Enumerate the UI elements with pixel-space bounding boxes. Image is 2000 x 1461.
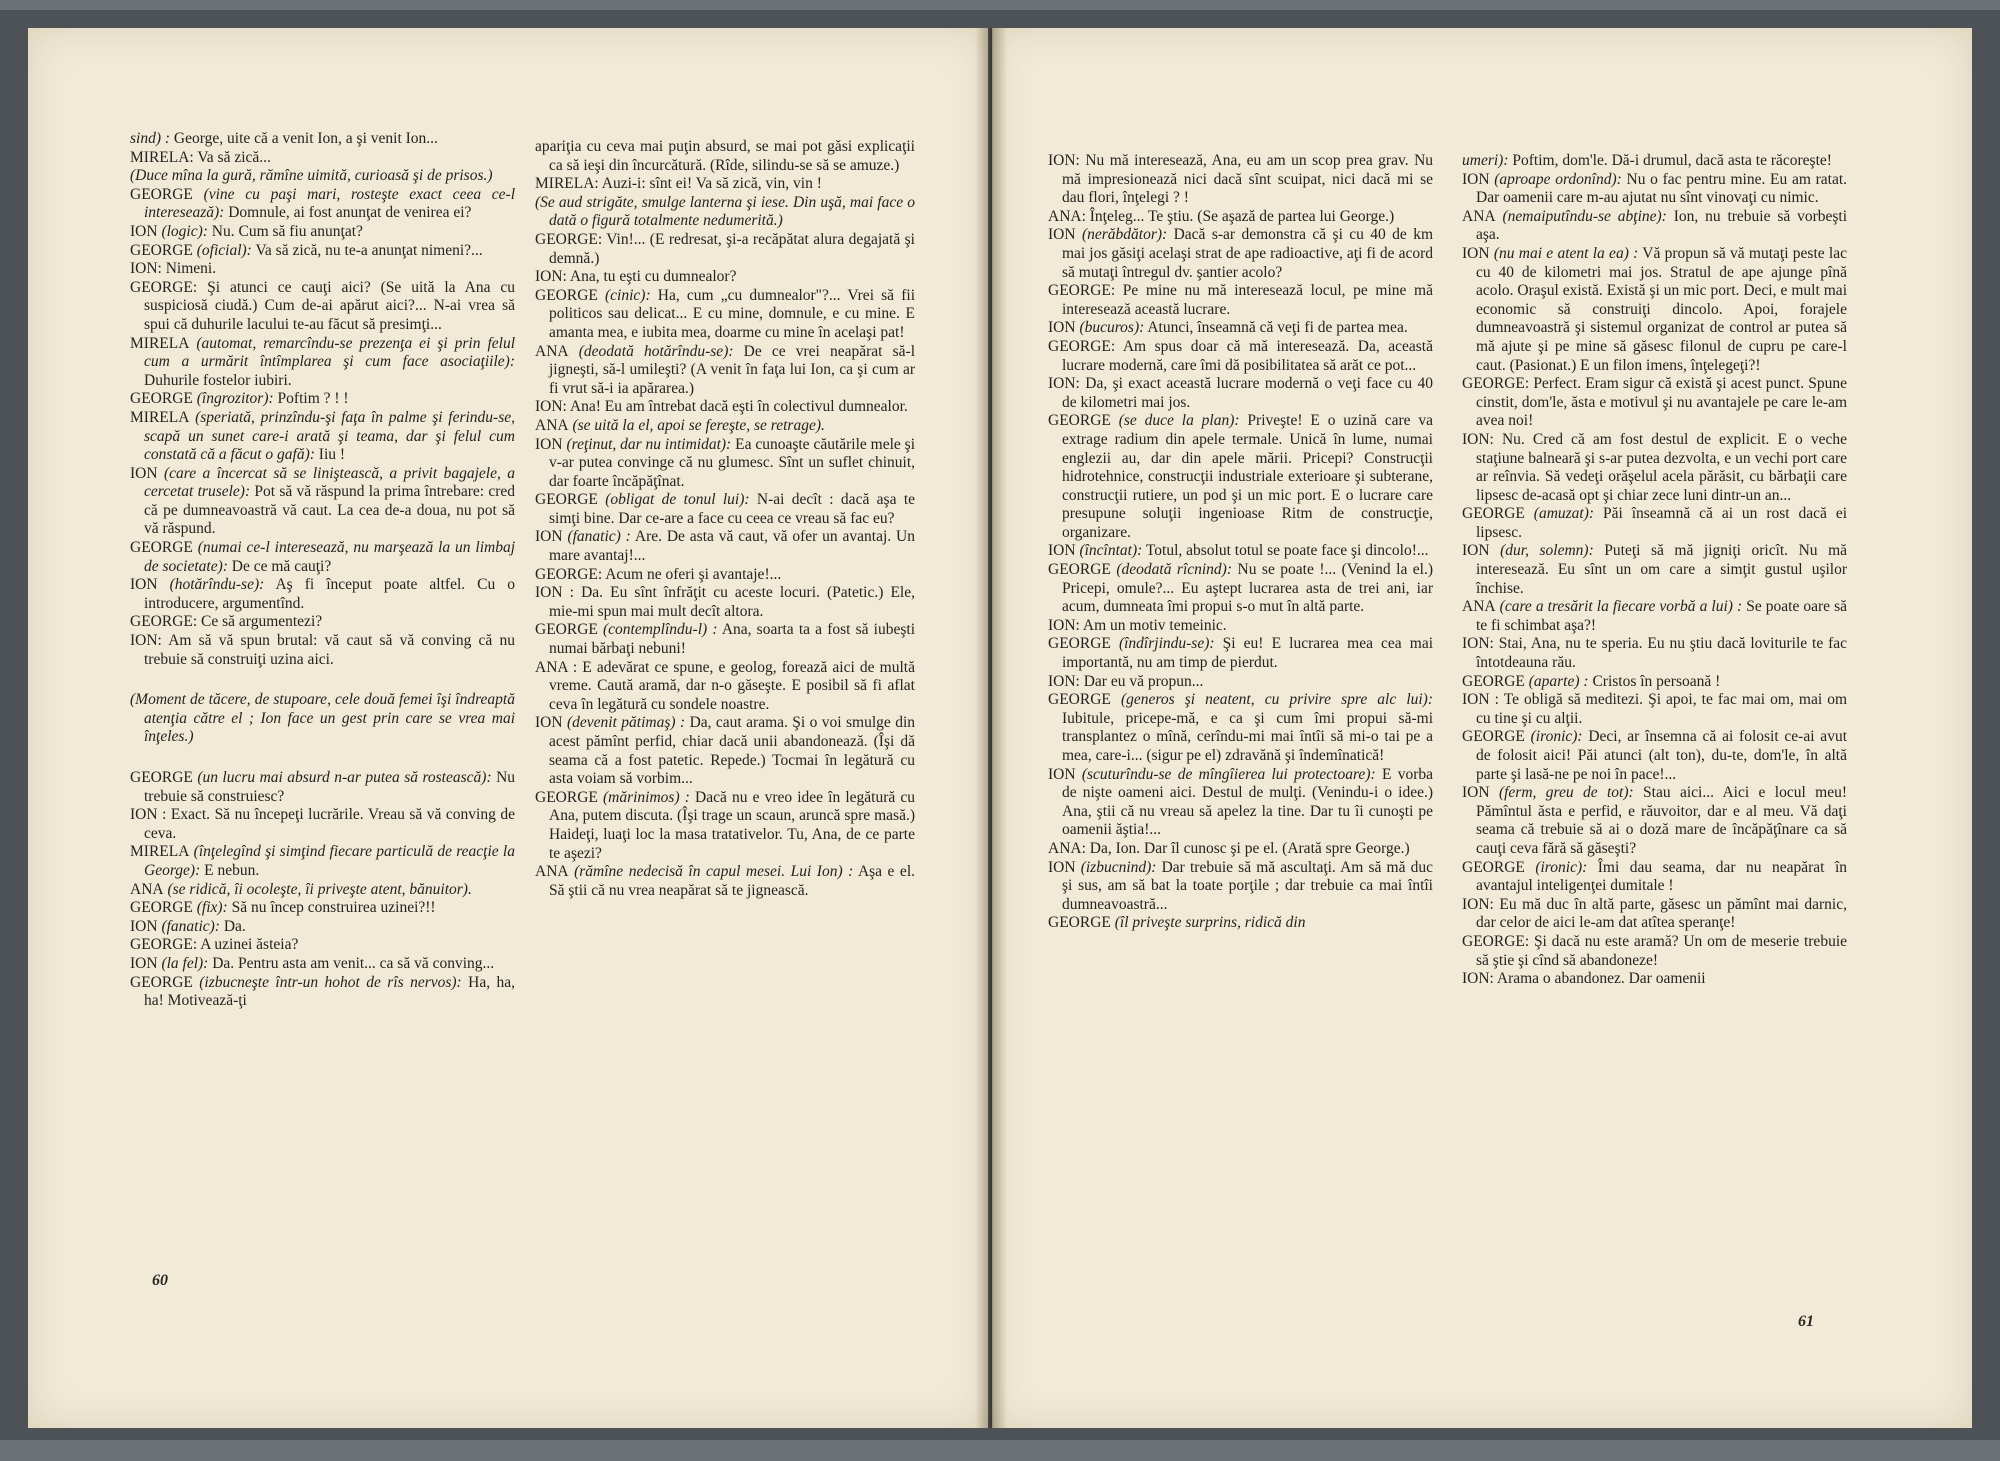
- line-direction: (bucuros):: [1079, 319, 1145, 337]
- speaker-name: GEORGE: [1048, 412, 1111, 430]
- dialogue-line: [1462, 859, 1847, 896]
- line-text: Stai, Ana, nu te speria. Eu nu ştiu dacă loviturile te fac întotdeauna rău.: [1476, 635, 1847, 672]
- line-text: Dar trebuie să mă ascultaţi. Am să mă duc şi sus, am să bat la toate porţile ; dar trebuie ca mai întîi dumneavoastră...: [1062, 858, 1433, 913]
- speaker-name: GEORGE: [1462, 672, 1525, 690]
- speaker-name: ION:: [1048, 375, 1080, 393]
- line-text: Da, Ion. Dar îl cunosc şi pe el. (Arată spre George.): [1089, 839, 1410, 857]
- line-direction: (rămîne nedecisă în capul mesei. Lui Ion) :: [574, 863, 854, 881]
- speaker-name: ION:: [1462, 635, 1494, 653]
- dialogue-line: [1048, 338, 1433, 375]
- line-text: Dacă s-ar demonstra că şi cu 40 de km mai jos găsiţi acelaşi strat de ape radioactive, aţi fi de acord să mutaţi întregul dv. şantier acolo?: [1062, 226, 1434, 281]
- right-page-column-2: [1462, 152, 1847, 989]
- line-text: Va să zică, nu te-a anunţat nimeni?...: [255, 241, 483, 259]
- speaker-name: ANA:: [1048, 207, 1086, 225]
- line-text: Da. Pentru asta am venit... ca să vă conving...: [212, 954, 495, 972]
- stage-direction: (Se aud strigăte, smulge lanterna şi iese. Din uşă, mai face o dată o figură totalmente nedumerită.): [535, 193, 915, 230]
- line-direction: (ironic):: [1530, 728, 1583, 746]
- line-direction: (oficial):: [196, 241, 252, 259]
- line-direction: (numai ce-l interesează, nu marşează la un limbaj de societate):: [144, 539, 516, 575]
- left-page-column-1: [130, 130, 515, 1011]
- dialogue-line: [535, 287, 915, 343]
- line-direction: (izbucnind):: [1080, 858, 1157, 876]
- speaker-name: GEORGE: [1048, 691, 1111, 709]
- dialogue-line: [130, 279, 515, 335]
- line-text: Şi eu! E lucrarea mea cea mai importantă, nu am timp de pierdut.: [1062, 635, 1434, 672]
- book-gutter: [975, 28, 1007, 1428]
- line-text: Ana, soarta ta a fost să iubeşti numai bărbaţi nebuni!: [549, 621, 916, 658]
- line-direction: (generos şi neatent, cu privire spre alc lui):: [1120, 691, 1434, 709]
- line-text: A uzinei ăsteia?: [200, 936, 299, 954]
- dialogue-line: [1462, 505, 1847, 542]
- dialogue-line: [1462, 784, 1847, 858]
- speaker-name: ION: [130, 954, 158, 972]
- line-direction: (dur, solemn):: [1500, 542, 1594, 560]
- line-text: Dar eu vă propun...: [1083, 672, 1204, 690]
- dialogue-line: [1048, 319, 1433, 338]
- dialogue-line: [1462, 635, 1847, 672]
- line-text: E vorba de nişte oameni aici. Destul de mulţi. (Venindu-i o idee.) Ana, ştii că nu vreau să apelez la tine. Dar tu îi cunoşti pe oamenii ăştia!...: [1062, 765, 1433, 839]
- line-text: Auzi-i: sînt ei! Va să zică, vin, vin !: [601, 175, 822, 193]
- line-text: Ha, ha, ha! Motivează-ţi: [144, 973, 515, 1010]
- left-page-column-2: [535, 138, 915, 900]
- dialogue-line: [1048, 226, 1433, 282]
- speaker-name: ION: [130, 576, 158, 594]
- speaker-name: GEORGE:: [130, 936, 198, 954]
- line-text: Ce să argumentezi?: [201, 613, 323, 631]
- dialogue-line: [1048, 208, 1433, 227]
- speaker-name: GEORGE: [535, 286, 598, 304]
- line-text: Nu. Cred că am fost destul de explicit. E o veche staţiune balneară şi s-ar putea dezvolta, e un vechi port care ar reînvia. Să vedeţi orăşelul acela părăsit, cu bărbaţii care lipsesc de-acasă opt şi chiar zece luni dintr-un an...: [1476, 430, 1848, 504]
- line-text: Da, şi exact această lucrare modernă o veţi face cu 40 de kilometri mai jos.: [1062, 375, 1434, 411]
- line-text: Acum ne oferi şi avantaje!...: [605, 565, 782, 583]
- dialogue-line: [130, 843, 515, 880]
- dialogue-line: [535, 491, 915, 528]
- line-text: Ana, tu eşti cu dumnealor?: [569, 268, 737, 286]
- line-text: Atunci, înseamnă că veţi fi de partea mea.: [1147, 319, 1408, 337]
- dialogue-line: [130, 632, 515, 669]
- line-direction: (izbucneşte într-un hohot de rîs nervos):: [199, 973, 462, 991]
- speaker-name: ION:: [130, 260, 162, 278]
- speaker-name: ION: [535, 528, 563, 546]
- dialogue-line: [535, 138, 915, 175]
- dialogue-line: [130, 881, 515, 900]
- dialogue-line: [1048, 282, 1433, 319]
- line-direction: (devenit pătimaş) :: [566, 714, 686, 732]
- line-text: Da.: [223, 917, 246, 935]
- dialogue-line: [535, 863, 915, 900]
- right-page-column-1: [1048, 152, 1433, 933]
- speaker-name: ION:: [1462, 430, 1494, 448]
- dialogue-line: [535, 659, 915, 715]
- line-text: Pot să vă răspund la prima întrebare: cred că pe dumneavoastră vă caut. La cea de-a doua, nu pot să vă răspund.: [144, 483, 515, 538]
- speaker-name: ANA: [1462, 207, 1496, 225]
- line-text: Puteţi să mă jigniţi oricît. Nu mă interesează. Eu sînt un om care a simţit gustul uşilor închise.: [1476, 542, 1848, 597]
- line-text: Domnule, ai fost anunţat de venirea ei?: [228, 204, 472, 222]
- line-direction: (un lucru mai absurd n-ar putea să rostească):: [197, 769, 492, 786]
- line-text: Nimeni.: [165, 260, 217, 278]
- line-text: Totul, absolut totul se poate face şi dincolo!...: [1145, 542, 1429, 560]
- line-direction: (ferm, greu de tot):: [1498, 784, 1634, 802]
- dialogue-line: [130, 936, 515, 955]
- speaker-name: ION:: [130, 632, 162, 650]
- line-text: Va să zică...: [197, 148, 271, 166]
- dialogue-line: [1462, 691, 1847, 728]
- speaker-name: ION:: [1462, 970, 1494, 988]
- speaker-name: ION:: [1048, 616, 1080, 634]
- dialogue-line: [1462, 970, 1847, 989]
- speaker-name: ION: [1048, 858, 1076, 876]
- dialogue-line: [1462, 245, 1847, 375]
- line-direction: (speriată, prinzîndu-şi faţa în palme şi ferindu-se, scapă un sunet care-i arată şi teama, dar şi felul cum constată că a făcut o gafă):: [144, 408, 515, 464]
- line-direction: (se ridică, îi ocoleşte, îi priveşte atent, bănuitor).: [167, 880, 472, 898]
- stage-direction: (Duce mîna la gură, rămîne uimită, curioasă şi de prisos.): [130, 167, 493, 185]
- dialogue-line: [535, 566, 915, 585]
- speaker-name: MIRELA: [130, 843, 190, 861]
- speaker-name: ION: [1462, 170, 1490, 188]
- line-text: N-ai decît : dacă aşa te simţi bine. Dar ce-are a face cu ceea ce vreau să fac eu?: [549, 491, 916, 527]
- line-text: Deci, ar însemna că ai folosit ce-ai avut de folosit aici! Păi atunci (alt ton), du-te, dom'le, în altă parte şi lasă-ne pe noi în pace!...: [1476, 728, 1847, 783]
- stage-direction: (Moment de tăcere, de stupoare, cele două femei îşi îndreaptă atenţia către el ; Ion face un gest prin care se vrea mai înţeles.): [130, 691, 515, 746]
- line-direction: (nu mai e atent la ea) :: [1493, 244, 1639, 262]
- line-direction: (logic):: [161, 222, 208, 240]
- speaker-name: GEORGE: [130, 185, 193, 203]
- dialogue-line: [535, 398, 915, 417]
- speaker-name: GEORGE:: [535, 565, 603, 583]
- line-direction: sind) :: [130, 130, 171, 147]
- dialogue-line: [535, 584, 915, 621]
- speaker-name: GEORGE: [130, 539, 193, 557]
- speaker-name: GEORGE: [535, 621, 598, 639]
- dialogue-line: [535, 714, 915, 788]
- dialogue-line: [130, 409, 515, 465]
- dialogue-line: [130, 223, 515, 242]
- speaker-name: GEORGE: [1462, 858, 1525, 876]
- line-direction: (la fel):: [161, 954, 209, 972]
- line-direction: (se uită la el, apoi se fereşte, se retrage).: [572, 416, 825, 434]
- line-text: Am un motiv temeinic.: [1082, 616, 1227, 634]
- dialogue-line: [1048, 635, 1433, 672]
- dialogue-line: [130, 899, 515, 918]
- dialogue-line: [535, 436, 915, 492]
- speaker-name: GEORGE:: [1048, 282, 1116, 300]
- speaker-name: GEORGE:: [130, 278, 198, 296]
- speaker-name: MIRELA: [130, 408, 190, 426]
- line-text: Să nu încep construirea uzinei?!!: [231, 899, 436, 917]
- line-direction: (vine cu paşi mari, rosteşte exact ceea ce-l interesează):: [144, 185, 515, 222]
- dialogue-line: [130, 974, 515, 1011]
- speaker-name: ION: [1462, 542, 1490, 560]
- dialogue-line: [535, 175, 915, 194]
- dialogue-line: [130, 186, 515, 223]
- speaker-name: ION: [535, 435, 563, 453]
- dialogue-line: [130, 613, 515, 632]
- line-text: Nu. Cum să fiu anunţat?: [211, 222, 363, 240]
- speaker-name: GEORGE: [130, 390, 193, 408]
- speaker-name: ION: [1462, 784, 1490, 802]
- line-direction: (care a încercat să se liniştească, a privit bagajele, a cercetat truselе):: [144, 464, 515, 501]
- dialogue-line: [130, 390, 515, 409]
- dialogue-line: [1462, 933, 1847, 970]
- speaker-name: MIRELA:: [130, 148, 194, 166]
- line-text: Stau aici... Aici e locul meu! Pămîntul ăsta e perfid, e răuvoitor, dar e al meu. Vă daţi seama că trebuie să ai o doză mare de încăpăţînare ca să cauţi ceva fără să găseşti?: [1476, 784, 1847, 857]
- line-text: Nu o fac pentru mine. Eu am ratat. Dar oamenii care m-au ajutat nu sînt vinovaţi cu nimic.: [1476, 170, 1847, 207]
- speaker-name: ION: [1048, 765, 1076, 783]
- dialogue-line: [1462, 431, 1847, 505]
- dialogue-line: [1048, 691, 1433, 765]
- line-text: Ion, nu trebuie să vorbeşti aşa.: [1476, 207, 1848, 244]
- speaker-name: ION: [1048, 319, 1076, 337]
- line-direction: umeri):: [1462, 152, 1509, 169]
- speaker-name: ION: [535, 714, 563, 732]
- dialogue-line: [535, 417, 915, 436]
- line-text: apariţia cu ceva mai puţin absurd, se mai pot găsi explicaţii ca să ieşi din încurcătură. (Rîde, silindu-se să se amuze.): [535, 138, 915, 174]
- dialogue-line: [1048, 561, 1433, 617]
- line-direction: (fanatic) :: [567, 528, 631, 546]
- line-text: Poftim, dom'le. Dă-i drumul, dacă asta te răcoreşte!: [1512, 152, 1832, 169]
- line-direction: (care a tresărit la fiecare vorbă a lui) :: [1499, 598, 1743, 616]
- line-text: Vin!... (E redresat, şi-a recăpătat alura degajată şi demnă.): [549, 230, 915, 267]
- speaker-name: ANA: [535, 863, 569, 881]
- line-text: Pe mine nu mă interesează locul, pe mine mă interesează această lucrare.: [1062, 282, 1433, 318]
- line-direction: (deodată rîcnind):: [1116, 561, 1233, 579]
- speaker-name: ANA :: [535, 658, 578, 676]
- line-direction: (automat, remarcîndu-se prezenţa ei şi prin felul cum a urmărit întîmplarea şi cum face asociaţiile):: [144, 334, 515, 371]
- line-text: Ana! Eu am întrebat dacă eşti în colectivul dumnealor.: [569, 398, 908, 416]
- line-text: Se poate oare să te fi schimbat aşa?!: [1476, 598, 1848, 634]
- line-text: Şi dacă nu este aramă? Un om de meserie trebuie să ştie şi cînd să abandoneze!: [1476, 932, 1848, 969]
- line-text: Arama o abandonez. Dar oamenii: [1496, 970, 1706, 988]
- line-text: Nu se poate !... (Venind la el.) Pricepi, omule?... Eu aştept lucrarea asta de trei ani, iar acum, dumneata îmi propui s-o mut în altă parte.: [1062, 561, 1434, 616]
- line-text: Am să vă spun brutal: vă caut să vă conving că nu trebuie să construiţi uzina aici.: [144, 632, 515, 668]
- line-text: Dacă nu e vreo idee în legătură cu Ana, putem discuta. (Îşi trage un scaun, aruncă spre masă.) Haideţi, luaţi loc la masa tratativelor. Tu, Ana, de ce parte te aşezi?: [549, 788, 916, 862]
- dialogue-line: [1048, 152, 1433, 208]
- dialogue-line: [130, 242, 515, 261]
- page-number-left: 60: [152, 1272, 168, 1289]
- speaker-name: GEORGE: [1048, 635, 1111, 653]
- speaker-name: ION:: [535, 268, 567, 286]
- page-number-right: 61: [1798, 1313, 1814, 1330]
- line-text: Da. Eu sînt înfrăţit cu aceste locuri. (Patetic.) Ele, mie-mi spun mai mult decît altora.: [549, 584, 915, 620]
- line-direction: (reţinut, dar nu intimidat):: [566, 435, 732, 453]
- dialogue-line: [1048, 673, 1433, 692]
- dialogue-line: [535, 231, 915, 268]
- dialogue-line: [1462, 171, 1847, 208]
- line-text: De ce vrei neapărat să-l jigneşti, să-l umileşti? (A venit în faţa lui Ion, ca şi cum ar fi vrut să-i ia apărarea.): [549, 342, 916, 397]
- line-text: Perfect. Eram sigur că există şi acest punct. Spune cinstit, dom'le, ăsta e motivul şi nu avantajele pe care le-am avea noi!: [1476, 375, 1848, 430]
- dialogue-line: [1048, 766, 1433, 840]
- speaker-name: ION:: [1048, 152, 1080, 169]
- dialogue-line: [130, 539, 515, 576]
- speaker-name: GEORGE:: [535, 230, 603, 248]
- line-text: Vă propun să vă mutaţi peste lac cu 40 de kilometri mai jos. Stratul de ape ajunge pînă acolo. Oraşul există. Există şi un mic port. Deci, e mult mai economic să construiţi dincolo. Apoi, forajele dumneavoastră şi sistemul organizat de control ar putea să mă ajute şi pe mine să găsesc filonul de cupru pe care-l caut. (Pasionat.) E un filon imens, înţelegeţi?!: [1476, 244, 1847, 374]
- line-text: Iiu !: [318, 446, 346, 464]
- line-direction: (îndîrjindu-se):: [1118, 635, 1215, 653]
- speaker-name: ANA:: [1048, 839, 1086, 857]
- dialogue-line: [130, 149, 515, 168]
- speaker-name: ION: [1462, 244, 1490, 262]
- line-direction: (scuturîndu-se de mîngîierea lui protectoare):: [1081, 765, 1376, 783]
- speaker-name: ION :: [130, 806, 167, 824]
- dialogue-line: [535, 343, 915, 399]
- line-direction: (fanatic):: [161, 917, 220, 935]
- line-text: Eu mă duc în altă parte, găsesc un pămînt mai darnic, dar celor de aici le-am dat atîtea speranţe!: [1476, 895, 1847, 932]
- dialogue-line: [1462, 896, 1847, 933]
- line-text: Da, caut arama. Şi o voi smulge din acest pămînt perfid, chiar dacă unii abandonează. (Îşi dă seama că a fost patetic. Repede.) Tocmai în legătură cu asta voiam să vorbim...: [549, 714, 916, 788]
- line-text: Îmi dau seama, dar nu neapărat în avantajul inteligenţei dumitale !: [1476, 858, 1848, 895]
- line-text: Am spus doar că mă interesează. Da, această lucrare modernă, care îmi dă posibilitatea să arăt ce pot...: [1062, 337, 1433, 374]
- line-text: De ce mă cauţi?: [231, 557, 332, 575]
- speaker-name: ION: [130, 464, 158, 482]
- line-direction: (înţelegînd şi simţind fiecare particulă de reacţie la George):: [144, 843, 515, 879]
- speaker-name: GEORGE: [130, 973, 193, 991]
- dialogue-line: [130, 130, 515, 149]
- line-text: Poftim ? ! !: [277, 390, 349, 408]
- line-direction: (deodată hotărîndu-se):: [578, 342, 734, 360]
- dialogue-line: [1048, 859, 1433, 915]
- line-text: Are. De asta vă caut, vă ofer un avantaj. Un mare avantaj!...: [549, 528, 915, 565]
- speaker-name: ANA: [535, 342, 569, 360]
- dialogue-line: [535, 789, 915, 863]
- line-direction: (nerăbdător):: [1081, 226, 1168, 244]
- dialogue-line: [535, 268, 915, 287]
- line-text: Aşa e el. Să ştii că nu vrea neapărat să te jignească.: [549, 863, 915, 899]
- dialogue-line: [535, 528, 915, 565]
- dialogue-line: [1462, 375, 1847, 431]
- line-direction: (îl priveşte surprins, ridică din: [1114, 914, 1306, 932]
- line-text: Înţeleg... Te ştiu. (Se aşază de partea lui George.): [1089, 207, 1395, 225]
- speaker-name: ION:: [1048, 672, 1080, 690]
- dialogue-line: [130, 335, 515, 391]
- line-direction: (se duce la plan):: [1118, 412, 1240, 430]
- speaker-name: GEORGE:: [1462, 375, 1530, 393]
- dialogue-line: [130, 260, 515, 279]
- line-text: Ha, cum „cu dumnealor"?... Vrei să fii politicos sau delicat... E cu mine, domnule, e cu mine. E amanta mea, e iubita mea, doarme cu mine în acelaşi pat!: [549, 286, 915, 341]
- speaker-name: ION: [1048, 542, 1076, 560]
- speaker-name: GEORGE: [130, 241, 193, 259]
- dialogue-line: [1048, 412, 1433, 542]
- book-spread: [0, 10, 2000, 1440]
- line-text: Duhurile fostelor iubiri.: [144, 371, 292, 389]
- speaker-name: GEORGE:: [130, 613, 198, 631]
- line-direction: (hotărîndu-se):: [169, 576, 265, 594]
- speaker-name: ANA: [1462, 598, 1496, 616]
- dialogue-line: [1462, 152, 1847, 171]
- dialogue-line: [130, 955, 515, 974]
- speaker-name: GEORGE: [535, 491, 598, 509]
- line-text: Nu trebuie să construiesc?: [144, 769, 516, 805]
- dialogue-line: [1048, 375, 1433, 412]
- dialogue-line: [130, 918, 515, 937]
- dialogue-line: [535, 621, 915, 658]
- dialogue-line: [1048, 542, 1433, 561]
- dialogue-line: [1048, 914, 1433, 933]
- speaker-name: GEORGE: [1462, 728, 1525, 746]
- line-direction: (amuzat):: [1533, 505, 1595, 523]
- line-text: George, uite că a venit Ion, a şi venit Ion...: [173, 130, 438, 147]
- line-text: E adevărat ce spune, e geolog, forează aici de multă vreme. Caută aramă, dar n-o găseşte. E posibil să fi aflat ceva în legătură cu sondele noastre.: [549, 658, 915, 713]
- speaker-name: GEORGE: [1462, 505, 1525, 523]
- line-text: Şi atunci ce cauţi aici? (Se uită la Ana cu suspiciosă ciudă.) Cum de-ai apărut aici?... N-ai vrea să spui că duhurile lacului te-au făcut să presimţi...: [144, 278, 515, 333]
- line-text: Ea cunoaşte căutările mele şi v-ar putea convinge că nu glumesc. Sînt un suflet chinuit, dar foarte încăpăţînat.: [549, 435, 916, 490]
- speaker-name: ION: [130, 222, 158, 240]
- speaker-name: GEORGE: [1048, 561, 1111, 579]
- line-direction: (îngrozitor):: [196, 390, 274, 408]
- line-direction: (contemplîndu-l) :: [603, 621, 718, 639]
- dialogue-line: [130, 806, 515, 843]
- speaker-name: GEORGE: [535, 788, 598, 806]
- line-text: Păi înseamnă că ai un rost dacă ei lipsesc.: [1476, 505, 1847, 541]
- line-direction: (mărinimos) :: [602, 788, 690, 806]
- line-text: Priveşte! E o uzină care va extrage radium din apele termale. Unică în lume, numai englezii au, dar din apele mării. Pricepi? Construcţii hidrotehnice, construcţii industriale exterioare şi subterane, construcţii rutiere, un pod şi un mic port. E o lucrare care presupune soluţii ingenioase Ritm de construcţie, organizare.: [1062, 412, 1434, 541]
- line-direction: (aproape ordonînd):: [1494, 170, 1622, 188]
- speaker-name: ION:: [1462, 895, 1494, 913]
- line-text: Cristos în persoană !: [1592, 672, 1721, 690]
- line-text: Te obligă să meditezi. Şi apoi, te fac mai om, mai om cu tine şi cu alţii.: [1476, 691, 1847, 727]
- line-direction: (aparte) :: [1528, 672, 1589, 690]
- speaker-name: ION: [1048, 226, 1076, 244]
- speaker-name: MIRELA:: [535, 175, 599, 193]
- speaker-name: GEORGE:: [1048, 337, 1116, 355]
- dialogue-line: [1048, 617, 1433, 636]
- dialogue-line: [1048, 840, 1433, 859]
- line-direction: (nemaiputîndu-se abţine):: [1502, 207, 1667, 225]
- speaker-name: GEORGE: [130, 899, 193, 917]
- dialogue-line: [1462, 673, 1847, 692]
- speaker-name: ION :: [535, 584, 574, 602]
- speaker-name: ION :: [1462, 691, 1499, 709]
- line-text: E nebun.: [204, 861, 260, 879]
- line-direction: (fix):: [196, 899, 228, 917]
- dialogue-line: [1462, 598, 1847, 635]
- line-text: Nu mă interesează, Ana, eu am un scop prea grav. Nu mă impresionează nici dacă sînt scuipat, nici dacă mi se dau flori, înţelegi ? !: [1062, 152, 1434, 207]
- speaker-name: GEORGE: [1048, 914, 1111, 932]
- line-text: Aş fi început poate altfel. Cu o introducere, argumentînd.: [144, 576, 516, 612]
- line-text: Exact. Să nu începeţi lucrările. Vreau să vă conving de ceva.: [144, 806, 516, 842]
- dialogue-line: [1462, 208, 1847, 245]
- speaker-name: MIRELA: [130, 334, 190, 352]
- dialogue-line: [1462, 728, 1847, 784]
- line-direction: (cinic):: [605, 286, 651, 304]
- speaker-name: GEORGE:: [1462, 932, 1530, 950]
- speaker-name: ANA: [535, 416, 569, 434]
- dialogue-line: [130, 465, 515, 539]
- speaker-name: ION:: [535, 398, 567, 416]
- speaker-name: ANA: [130, 880, 164, 898]
- dialogue-line: [1462, 542, 1847, 598]
- line-direction: (ironic):: [1535, 858, 1588, 876]
- dialogue-line: [130, 576, 515, 613]
- line-direction: (încîntat):: [1079, 542, 1143, 560]
- line-text: Iubitule, pricepe-mă, e ca şi cum îmi propui să-mi transplantez o mînă, cerîndu-mi mai întîi să mi-o tai pe a mea, care-i... (sigur pe el) zdravănă şi îndemînatică!: [1062, 709, 1433, 764]
- dialogue-line: [130, 769, 515, 806]
- speaker-name: ION: [130, 917, 158, 935]
- line-direction: (obligat de tonul lui):: [605, 491, 750, 509]
- speaker-name: GEORGE: [130, 769, 193, 786]
